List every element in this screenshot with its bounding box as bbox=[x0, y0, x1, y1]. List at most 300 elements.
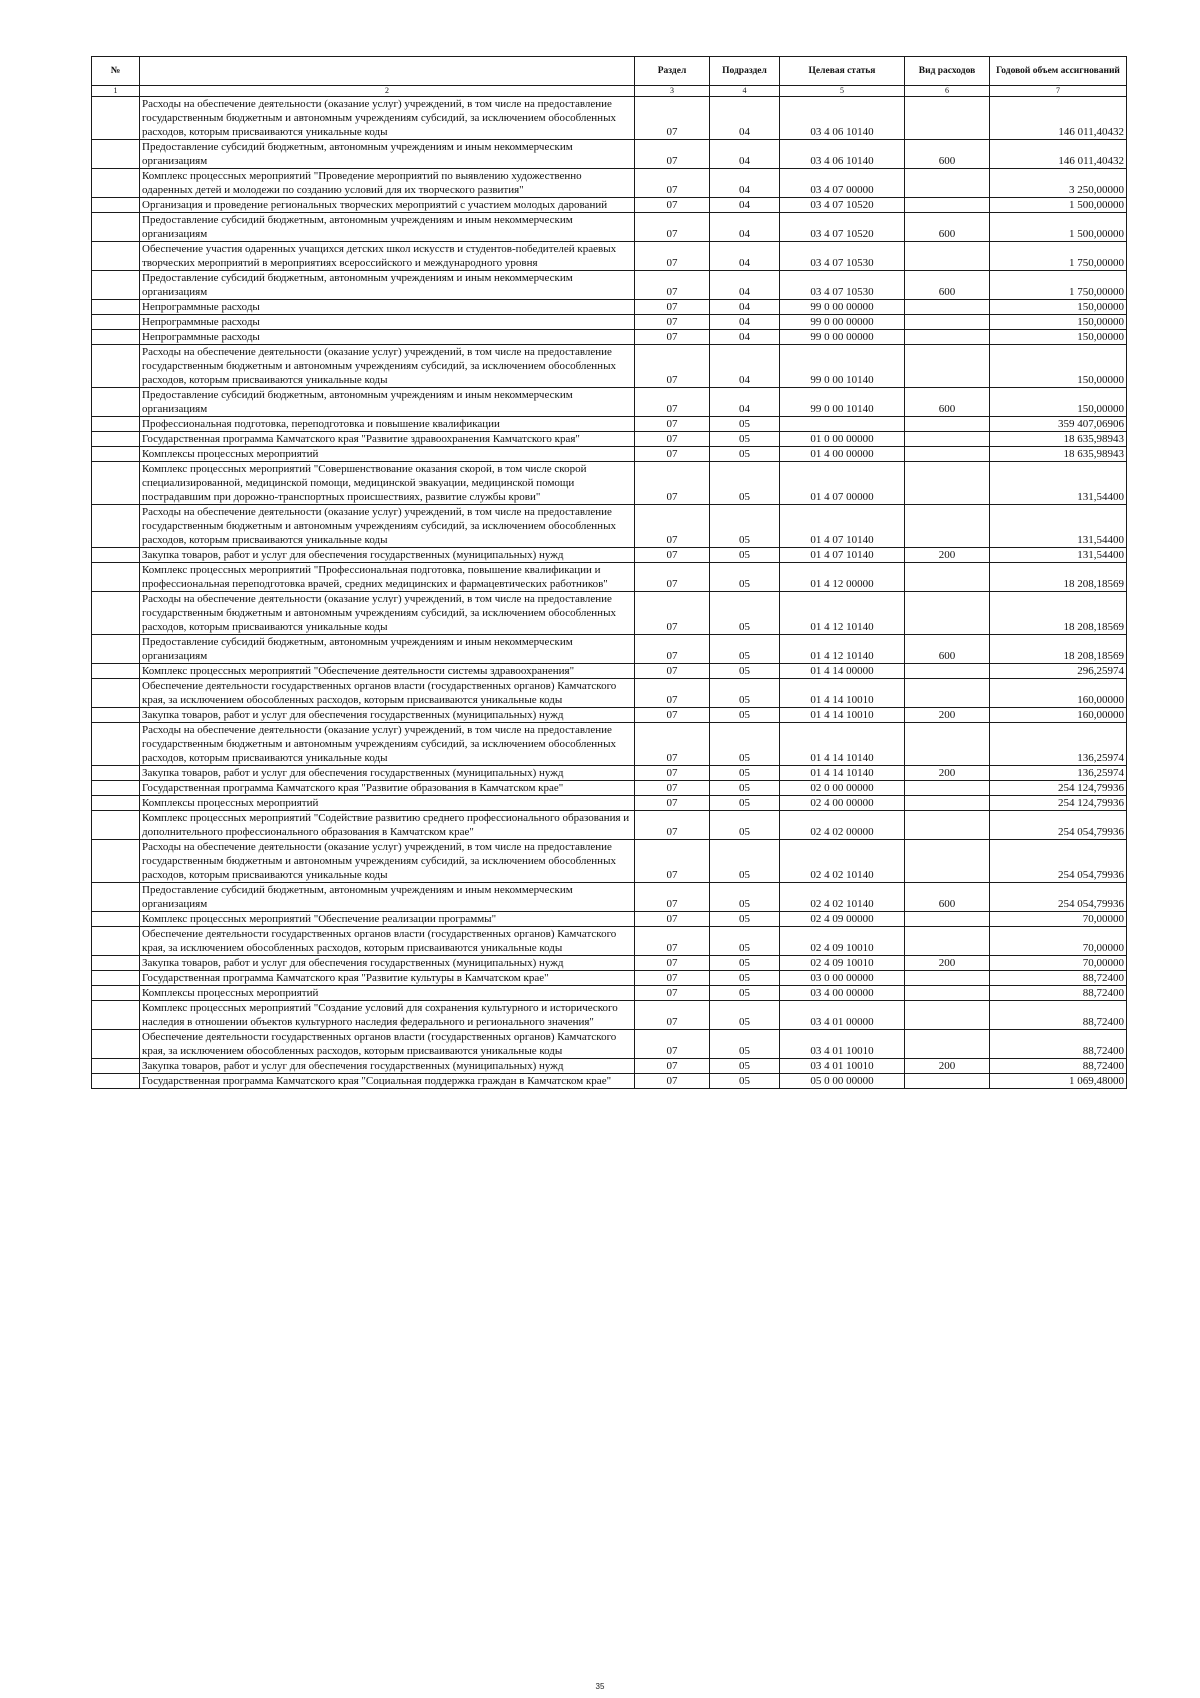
row-podrazdel-cell: 05 bbox=[710, 548, 780, 563]
row-name-cell: Предоставление субсидий бюджетным, автономным учреждениям и иным некоммерческим организациям bbox=[140, 271, 635, 300]
row-expense-type-cell bbox=[905, 679, 990, 708]
row-target-article-cell: 02 4 09 10010 bbox=[780, 956, 905, 971]
header-target-article: Целевая статья bbox=[780, 57, 905, 86]
row-amount-cell: 254 054,79936 bbox=[990, 840, 1127, 883]
column-number-row bbox=[92, 86, 1127, 97]
row-target-article-cell: 03 4 07 00000 bbox=[780, 169, 905, 198]
row-number-cell bbox=[92, 986, 140, 1001]
row-expense-type-cell: 200 bbox=[905, 956, 990, 971]
row-razdel-cell: 07 bbox=[635, 781, 710, 796]
row-target-article-cell: 01 4 14 10140 bbox=[780, 723, 905, 766]
row-podrazdel-cell: 05 bbox=[710, 417, 780, 432]
row-target-article-cell: 01 4 14 10010 bbox=[780, 708, 905, 723]
row-name-cell: Расходы на обеспечение деятельности (оказание услуг) учреждений, в том числе на предоставление государственным бюджетным и автономным учреждениям субсидий, за исключением обособленных расходов, которым присваиваются уникальные коды bbox=[140, 505, 635, 548]
row-podrazdel-cell: 04 bbox=[710, 330, 780, 345]
row-number-cell bbox=[92, 213, 140, 242]
row-podrazdel-cell: 05 bbox=[710, 432, 780, 447]
table-row bbox=[92, 883, 1127, 912]
row-target-article-cell: 01 4 14 00000 bbox=[780, 664, 905, 679]
row-number-cell bbox=[92, 679, 140, 708]
row-amount-cell: 88,72400 bbox=[990, 1001, 1127, 1030]
row-number-cell bbox=[92, 796, 140, 811]
row-amount-cell: 150,00000 bbox=[990, 300, 1127, 315]
row-name-cell: Государственная программа Камчатского края "Развитие культуры в Камчатском крае" bbox=[140, 971, 635, 986]
row-name-cell: Комплекс процессных мероприятий "Создание условий для сохранения культурного и исторического наследия в отношении объектов культурного наследия федерального и регионального значения" bbox=[140, 1001, 635, 1030]
table-row bbox=[92, 300, 1127, 315]
row-expense-type-cell: 600 bbox=[905, 883, 990, 912]
row-number-cell bbox=[92, 388, 140, 417]
table-row bbox=[92, 432, 1127, 447]
row-expense-type-cell bbox=[905, 796, 990, 811]
row-razdel-cell: 07 bbox=[635, 766, 710, 781]
row-expense-type-cell: 200 bbox=[905, 1059, 990, 1074]
row-name-cell: Комплекс процессных мероприятий "Содействие развитию среднего профессионального образования и дополнительного профессионального образования в Камчатском крае" bbox=[140, 811, 635, 840]
table-row bbox=[92, 708, 1127, 723]
row-amount-cell: 88,72400 bbox=[990, 1030, 1127, 1059]
table-row bbox=[92, 1001, 1127, 1030]
row-name-cell: Закупка товаров, работ и услуг для обеспечения государственных (муниципальных) нужд bbox=[140, 1059, 635, 1074]
table-row bbox=[92, 417, 1127, 432]
row-amount-cell: 88,72400 bbox=[990, 986, 1127, 1001]
row-number-cell bbox=[92, 592, 140, 635]
table-row bbox=[92, 912, 1127, 927]
row-target-article-cell: 01 4 14 10010 bbox=[780, 679, 905, 708]
column-number: 4 bbox=[710, 86, 780, 97]
row-target-article-cell: 99 0 00 00000 bbox=[780, 315, 905, 330]
row-razdel-cell: 07 bbox=[635, 417, 710, 432]
row-amount-cell: 146 011,40432 bbox=[990, 140, 1127, 169]
row-name-cell: Комплексы процессных мероприятий bbox=[140, 986, 635, 1001]
table-row bbox=[92, 635, 1127, 664]
row-name-cell: Предоставление субсидий бюджетным, автономным учреждениям и иным некоммерческим организациям bbox=[140, 883, 635, 912]
row-podrazdel-cell: 05 bbox=[710, 447, 780, 462]
table-row bbox=[92, 198, 1127, 213]
row-target-article-cell: 02 4 02 00000 bbox=[780, 811, 905, 840]
row-name-cell: Закупка товаров, работ и услуг для обеспечения государственных (муниципальных) нужд bbox=[140, 708, 635, 723]
row-podrazdel-cell: 04 bbox=[710, 315, 780, 330]
row-amount-cell: 150,00000 bbox=[990, 330, 1127, 345]
row-target-article-cell: 99 0 00 10140 bbox=[780, 388, 905, 417]
row-amount-cell: 3 250,00000 bbox=[990, 169, 1127, 198]
column-number: 7 bbox=[990, 86, 1127, 97]
row-target-article-cell: 03 4 06 10140 bbox=[780, 140, 905, 169]
row-name-cell: Непрограммные расходы bbox=[140, 330, 635, 345]
row-target-article-cell: 99 0 00 00000 bbox=[780, 300, 905, 315]
row-expense-type-cell bbox=[905, 1074, 990, 1089]
row-amount-cell: 1 500,00000 bbox=[990, 198, 1127, 213]
row-number-cell bbox=[92, 927, 140, 956]
row-expense-type-cell bbox=[905, 169, 990, 198]
row-name-cell: Государственная программа Камчатского края "Развитие здравоохранения Камчатского края" bbox=[140, 432, 635, 447]
row-expense-type-cell bbox=[905, 563, 990, 592]
row-amount-cell: 254 124,79936 bbox=[990, 796, 1127, 811]
row-name-cell: Закупка товаров, работ и услуг для обеспечения государственных (муниципальных) нужд bbox=[140, 548, 635, 563]
row-target-article-cell: 02 0 00 00000 bbox=[780, 781, 905, 796]
row-number-cell bbox=[92, 956, 140, 971]
row-name-cell: Предоставление субсидий бюджетным, автономным учреждениям и иным некоммерческим организациям bbox=[140, 388, 635, 417]
row-target-article-cell: 03 4 06 10140 bbox=[780, 97, 905, 140]
column-number: 2 bbox=[140, 86, 635, 97]
row-name-cell: Государственная программа Камчатского края "Социальная поддержка граждан в Камчатском крае" bbox=[140, 1074, 635, 1089]
table-row bbox=[92, 956, 1127, 971]
row-razdel-cell: 07 bbox=[635, 1030, 710, 1059]
table-row bbox=[92, 315, 1127, 330]
table-row bbox=[92, 169, 1127, 198]
row-amount-cell: 88,72400 bbox=[990, 971, 1127, 986]
row-number-cell bbox=[92, 315, 140, 330]
row-name-cell: Расходы на обеспечение деятельности (оказание услуг) учреждений, в том числе на предоставление государственным бюджетным и автономным учреждениям субсидий, за исключением обособленных расходов, которым присваиваются уникальные коды bbox=[140, 345, 635, 388]
row-podrazdel-cell: 04 bbox=[710, 213, 780, 242]
row-podrazdel-cell: 05 bbox=[710, 679, 780, 708]
row-expense-type-cell: 200 bbox=[905, 708, 990, 723]
row-razdel-cell: 07 bbox=[635, 198, 710, 213]
row-name-cell: Комплексы процессных мероприятий bbox=[140, 447, 635, 462]
row-expense-type-cell bbox=[905, 811, 990, 840]
row-expense-type-cell bbox=[905, 723, 990, 766]
row-target-article-cell: 03 4 07 10530 bbox=[780, 271, 905, 300]
row-number-cell bbox=[92, 1059, 140, 1074]
row-name-cell: Обеспечение деятельности государственных органов власти (государственных органов) Камчатского края, за исключением обособленных расходов, которым присваиваются уникальные коды bbox=[140, 927, 635, 956]
row-razdel-cell: 07 bbox=[635, 912, 710, 927]
row-name-cell: Организация и проведение региональных творческих мероприятий с участием молодых дарований bbox=[140, 198, 635, 213]
row-razdel-cell: 07 bbox=[635, 708, 710, 723]
row-number-cell bbox=[92, 345, 140, 388]
table-row bbox=[92, 548, 1127, 563]
row-number-cell bbox=[92, 781, 140, 796]
row-expense-type-cell: 200 bbox=[905, 548, 990, 563]
row-amount-cell: 296,25974 bbox=[990, 664, 1127, 679]
row-name-cell: Закупка товаров, работ и услуг для обеспечения государственных (муниципальных) нужд bbox=[140, 766, 635, 781]
row-podrazdel-cell: 05 bbox=[710, 927, 780, 956]
row-amount-cell: 150,00000 bbox=[990, 315, 1127, 330]
row-expense-type-cell bbox=[905, 912, 990, 927]
row-expense-type-cell: 600 bbox=[905, 140, 990, 169]
row-target-article-cell: 99 0 00 00000 bbox=[780, 330, 905, 345]
header-number: № bbox=[92, 57, 140, 86]
row-expense-type-cell bbox=[905, 781, 990, 796]
row-razdel-cell: 07 bbox=[635, 345, 710, 388]
table-row bbox=[92, 1030, 1127, 1059]
table-row bbox=[92, 927, 1127, 956]
row-number-cell bbox=[92, 432, 140, 447]
table-row bbox=[92, 388, 1127, 417]
row-podrazdel-cell: 04 bbox=[710, 169, 780, 198]
row-amount-cell: 146 011,40432 bbox=[990, 97, 1127, 140]
row-target-article-cell: 03 0 00 00000 bbox=[780, 971, 905, 986]
row-expense-type-cell bbox=[905, 300, 990, 315]
table-row bbox=[92, 986, 1127, 1001]
page-number: 35 bbox=[595, 1682, 605, 1691]
row-number-cell bbox=[92, 811, 140, 840]
row-target-article-cell: 01 4 12 00000 bbox=[780, 563, 905, 592]
row-amount-cell: 150,00000 bbox=[990, 388, 1127, 417]
row-razdel-cell: 07 bbox=[635, 505, 710, 548]
row-target-article-cell: 02 4 00 00000 bbox=[780, 796, 905, 811]
row-podrazdel-cell: 04 bbox=[710, 97, 780, 140]
row-expense-type-cell: 600 bbox=[905, 213, 990, 242]
row-podrazdel-cell: 05 bbox=[710, 635, 780, 664]
row-target-article-cell: 03 4 00 00000 bbox=[780, 986, 905, 1001]
row-razdel-cell: 07 bbox=[635, 927, 710, 956]
row-razdel-cell: 07 bbox=[635, 462, 710, 505]
row-amount-cell: 160,00000 bbox=[990, 679, 1127, 708]
header-row bbox=[92, 57, 1127, 86]
row-expense-type-cell bbox=[905, 505, 990, 548]
row-number-cell bbox=[92, 447, 140, 462]
row-podrazdel-cell: 05 bbox=[710, 1059, 780, 1074]
row-expense-type-cell bbox=[905, 432, 990, 447]
table-row bbox=[92, 345, 1127, 388]
row-target-article-cell bbox=[780, 417, 905, 432]
row-expense-type-cell bbox=[905, 592, 990, 635]
row-podrazdel-cell: 05 bbox=[710, 883, 780, 912]
row-target-article-cell: 02 4 09 10010 bbox=[780, 927, 905, 956]
row-number-cell bbox=[92, 1030, 140, 1059]
table-row bbox=[92, 664, 1127, 679]
row-expense-type-cell: 600 bbox=[905, 271, 990, 300]
column-number: 6 bbox=[905, 86, 990, 97]
row-expense-type-cell bbox=[905, 315, 990, 330]
row-amount-cell: 18 208,18569 bbox=[990, 635, 1127, 664]
row-expense-type-cell bbox=[905, 462, 990, 505]
row-number-cell bbox=[92, 883, 140, 912]
table-row bbox=[92, 1074, 1127, 1089]
row-number-cell bbox=[92, 723, 140, 766]
row-razdel-cell: 07 bbox=[635, 1001, 710, 1030]
row-name-cell: Профессиональная подготовка, переподготовка и повышение квалификации bbox=[140, 417, 635, 432]
table-row bbox=[92, 505, 1127, 548]
row-razdel-cell: 07 bbox=[635, 1074, 710, 1089]
table-row bbox=[92, 971, 1127, 986]
table-row bbox=[92, 97, 1127, 140]
row-target-article-cell: 01 4 14 10140 bbox=[780, 766, 905, 781]
row-amount-cell: 1 750,00000 bbox=[990, 271, 1127, 300]
row-name-cell: Комплексы процессных мероприятий bbox=[140, 796, 635, 811]
row-razdel-cell: 07 bbox=[635, 956, 710, 971]
row-podrazdel-cell: 04 bbox=[710, 140, 780, 169]
row-amount-cell: 18 208,18569 bbox=[990, 592, 1127, 635]
row-name-cell: Комплекс процессных мероприятий "Профессиональная подготовка, повышение квалификации и профессиональная переподготовка врачей, средних медицинских и фармацевтических работников" bbox=[140, 563, 635, 592]
row-razdel-cell: 07 bbox=[635, 213, 710, 242]
row-amount-cell: 18 635,98943 bbox=[990, 432, 1127, 447]
row-name-cell: Обеспечение деятельности государственных органов власти (государственных органов) Камчатского края, за исключением обособленных расходов, которым присваиваются уникальные коды bbox=[140, 1030, 635, 1059]
row-podrazdel-cell: 04 bbox=[710, 198, 780, 213]
row-razdel-cell: 07 bbox=[635, 97, 710, 140]
row-razdel-cell: 07 bbox=[635, 592, 710, 635]
row-amount-cell: 150,00000 bbox=[990, 345, 1127, 388]
row-expense-type-cell bbox=[905, 1030, 990, 1059]
row-number-cell bbox=[92, 169, 140, 198]
row-target-article-cell: 01 4 12 10140 bbox=[780, 592, 905, 635]
row-podrazdel-cell: 05 bbox=[710, 796, 780, 811]
row-expense-type-cell: 600 bbox=[905, 635, 990, 664]
table-row bbox=[92, 462, 1127, 505]
table-row bbox=[92, 271, 1127, 300]
row-razdel-cell: 07 bbox=[635, 140, 710, 169]
row-razdel-cell: 07 bbox=[635, 1059, 710, 1074]
row-amount-cell: 70,00000 bbox=[990, 912, 1127, 927]
row-razdel-cell: 07 bbox=[635, 330, 710, 345]
row-target-article-cell: 03 4 07 10520 bbox=[780, 198, 905, 213]
row-amount-cell: 359 407,06906 bbox=[990, 417, 1127, 432]
row-target-article-cell: 01 4 07 10140 bbox=[780, 505, 905, 548]
row-amount-cell: 254 054,79936 bbox=[990, 811, 1127, 840]
row-name-cell: Расходы на обеспечение деятельности (оказание услуг) учреждений, в том числе на предоставление государственным бюджетным и автономным учреждениям субсидий, за исключением обособленных расходов, которым присваиваются уникальные коды bbox=[140, 840, 635, 883]
row-amount-cell: 254 124,79936 bbox=[990, 781, 1127, 796]
row-number-cell bbox=[92, 1074, 140, 1089]
header-name bbox=[140, 57, 635, 86]
row-number-cell bbox=[92, 300, 140, 315]
row-razdel-cell: 07 bbox=[635, 796, 710, 811]
row-amount-cell: 18 635,98943 bbox=[990, 447, 1127, 462]
column-number: 3 bbox=[635, 86, 710, 97]
row-podrazdel-cell: 05 bbox=[710, 840, 780, 883]
row-number-cell bbox=[92, 971, 140, 986]
row-number-cell bbox=[92, 330, 140, 345]
row-number-cell bbox=[92, 242, 140, 271]
row-name-cell: Закупка товаров, работ и услуг для обеспечения государственных (муниципальных) нужд bbox=[140, 956, 635, 971]
row-name-cell: Расходы на обеспечение деятельности (оказание услуг) учреждений, в том числе на предоставление государственным бюджетным и автономным учреждениям субсидий, за исключением обособленных расходов, которым присваиваются уникальные коды bbox=[140, 723, 635, 766]
row-razdel-cell: 07 bbox=[635, 242, 710, 271]
row-podrazdel-cell: 05 bbox=[710, 912, 780, 927]
row-number-cell bbox=[92, 563, 140, 592]
row-expense-type-cell bbox=[905, 447, 990, 462]
row-podrazdel-cell: 05 bbox=[710, 664, 780, 679]
row-number-cell bbox=[92, 271, 140, 300]
row-razdel-cell: 07 bbox=[635, 883, 710, 912]
column-number: 1 bbox=[92, 86, 140, 97]
row-number-cell bbox=[92, 505, 140, 548]
table-row bbox=[92, 766, 1127, 781]
row-podrazdel-cell: 05 bbox=[710, 766, 780, 781]
table-row bbox=[92, 723, 1127, 766]
row-expense-type-cell bbox=[905, 242, 990, 271]
row-expense-type-cell bbox=[905, 986, 990, 1001]
header-podrazdel: Подраздел bbox=[710, 57, 780, 86]
table-row bbox=[92, 592, 1127, 635]
table-row bbox=[92, 140, 1127, 169]
row-expense-type-cell bbox=[905, 971, 990, 986]
row-target-article-cell: 01 4 12 10140 bbox=[780, 635, 905, 664]
row-podrazdel-cell: 05 bbox=[710, 723, 780, 766]
row-target-article-cell: 01 4 07 10140 bbox=[780, 548, 905, 563]
row-amount-cell: 136,25974 bbox=[990, 766, 1127, 781]
row-name-cell: Комплекс процессных мероприятий "Обеспечение реализации программы" bbox=[140, 912, 635, 927]
row-podrazdel-cell: 05 bbox=[710, 592, 780, 635]
row-number-cell bbox=[92, 140, 140, 169]
row-razdel-cell: 07 bbox=[635, 432, 710, 447]
row-podrazdel-cell: 05 bbox=[710, 811, 780, 840]
row-amount-cell: 1 500,00000 bbox=[990, 213, 1127, 242]
row-razdel-cell: 07 bbox=[635, 986, 710, 1001]
row-podrazdel-cell: 05 bbox=[710, 708, 780, 723]
row-number-cell bbox=[92, 417, 140, 432]
row-target-article-cell: 03 4 07 10520 bbox=[780, 213, 905, 242]
header-expense-type: Вид расходов bbox=[905, 57, 990, 86]
row-razdel-cell: 07 bbox=[635, 723, 710, 766]
budget-table bbox=[91, 56, 1127, 1089]
row-target-article-cell: 01 4 07 00000 bbox=[780, 462, 905, 505]
row-podrazdel-cell: 05 bbox=[710, 563, 780, 592]
row-name-cell: Расходы на обеспечение деятельности (оказание услуг) учреждений, в том числе на предоставление государственным бюджетным и автономным учреждениям субсидий, за исключением обособленных расходов, которым присваиваются уникальные коды bbox=[140, 592, 635, 635]
row-expense-type-cell bbox=[905, 330, 990, 345]
table-row bbox=[92, 1059, 1127, 1074]
row-number-cell bbox=[92, 664, 140, 679]
row-podrazdel-cell: 05 bbox=[710, 505, 780, 548]
row-name-cell: Государственная программа Камчатского края "Развитие образования в Камчатском крае" bbox=[140, 781, 635, 796]
header-razdel: Раздел bbox=[635, 57, 710, 86]
row-razdel-cell: 07 bbox=[635, 271, 710, 300]
row-podrazdel-cell: 05 bbox=[710, 1001, 780, 1030]
table-row bbox=[92, 563, 1127, 592]
row-podrazdel-cell: 04 bbox=[710, 388, 780, 417]
row-expense-type-cell bbox=[905, 198, 990, 213]
table-row bbox=[92, 781, 1127, 796]
row-name-cell: Комплекс процессных мероприятий "Совершенствование оказания скорой, в том числе скорой специализированной, медицинской помощи, медицинской эвакуации, медицинской помощи пострадавшим при дорожно-транспортных происшествиях, развитие службы крови" bbox=[140, 462, 635, 505]
row-name-cell: Непрограммные расходы bbox=[140, 300, 635, 315]
row-target-article-cell: 02 4 02 10140 bbox=[780, 883, 905, 912]
row-amount-cell: 1 750,00000 bbox=[990, 242, 1127, 271]
row-target-article-cell: 01 0 00 00000 bbox=[780, 432, 905, 447]
row-podrazdel-cell: 05 bbox=[710, 462, 780, 505]
row-number-cell bbox=[92, 97, 140, 140]
row-razdel-cell: 07 bbox=[635, 300, 710, 315]
row-amount-cell: 160,00000 bbox=[990, 708, 1127, 723]
row-amount-cell: 131,54400 bbox=[990, 548, 1127, 563]
table-row bbox=[92, 242, 1127, 271]
row-podrazdel-cell: 04 bbox=[710, 300, 780, 315]
row-name-cell: Обеспечение деятельности государственных органов власти (государственных органов) Камчатского края, за исключением обособленных расходов, которым присваиваются уникальные коды bbox=[140, 679, 635, 708]
row-number-cell bbox=[92, 1001, 140, 1030]
row-expense-type-cell: 600 bbox=[905, 388, 990, 417]
row-target-article-cell: 02 4 02 10140 bbox=[780, 840, 905, 883]
row-expense-type-cell bbox=[905, 664, 990, 679]
row-target-article-cell: 99 0 00 10140 bbox=[780, 345, 905, 388]
row-name-cell: Непрограммные расходы bbox=[140, 315, 635, 330]
row-amount-cell: 18 208,18569 bbox=[990, 563, 1127, 592]
row-name-cell: Комплекс процессных мероприятий "Проведение мероприятий по выявлению художественно одаренных детей и молодежи по созданию условий для их творческого развития" bbox=[140, 169, 635, 198]
row-name-cell: Предоставление субсидий бюджетным, автономным учреждениям и иным некоммерческим организациям bbox=[140, 213, 635, 242]
row-razdel-cell: 07 bbox=[635, 635, 710, 664]
table-row bbox=[92, 811, 1127, 840]
row-expense-type-cell bbox=[905, 927, 990, 956]
row-number-cell bbox=[92, 766, 140, 781]
row-expense-type-cell bbox=[905, 345, 990, 388]
row-razdel-cell: 07 bbox=[635, 315, 710, 330]
row-target-article-cell: 03 4 07 10530 bbox=[780, 242, 905, 271]
row-podrazdel-cell: 05 bbox=[710, 1074, 780, 1089]
row-razdel-cell: 07 bbox=[635, 840, 710, 883]
row-expense-type-cell bbox=[905, 840, 990, 883]
row-podrazdel-cell: 05 bbox=[710, 781, 780, 796]
row-podrazdel-cell: 05 bbox=[710, 986, 780, 1001]
row-amount-cell: 254 054,79936 bbox=[990, 883, 1127, 912]
row-number-cell bbox=[92, 708, 140, 723]
row-name-cell: Комплекс процессных мероприятий "Обеспечение деятельности системы здравоохранения" bbox=[140, 664, 635, 679]
row-number-cell bbox=[92, 635, 140, 664]
row-razdel-cell: 07 bbox=[635, 169, 710, 198]
row-name-cell: Предоставление субсидий бюджетным, автономным учреждениям и иным некоммерческим организациям bbox=[140, 635, 635, 664]
row-target-article-cell: 03 4 01 10010 bbox=[780, 1030, 905, 1059]
table-row bbox=[92, 330, 1127, 345]
row-target-article-cell: 02 4 09 00000 bbox=[780, 912, 905, 927]
row-razdel-cell: 07 bbox=[635, 548, 710, 563]
row-razdel-cell: 07 bbox=[635, 563, 710, 592]
row-expense-type-cell bbox=[905, 97, 990, 140]
row-amount-cell: 136,25974 bbox=[990, 723, 1127, 766]
row-amount-cell: 70,00000 bbox=[990, 927, 1127, 956]
header-annual-amount: Годовой объем ассигнований bbox=[990, 57, 1127, 86]
